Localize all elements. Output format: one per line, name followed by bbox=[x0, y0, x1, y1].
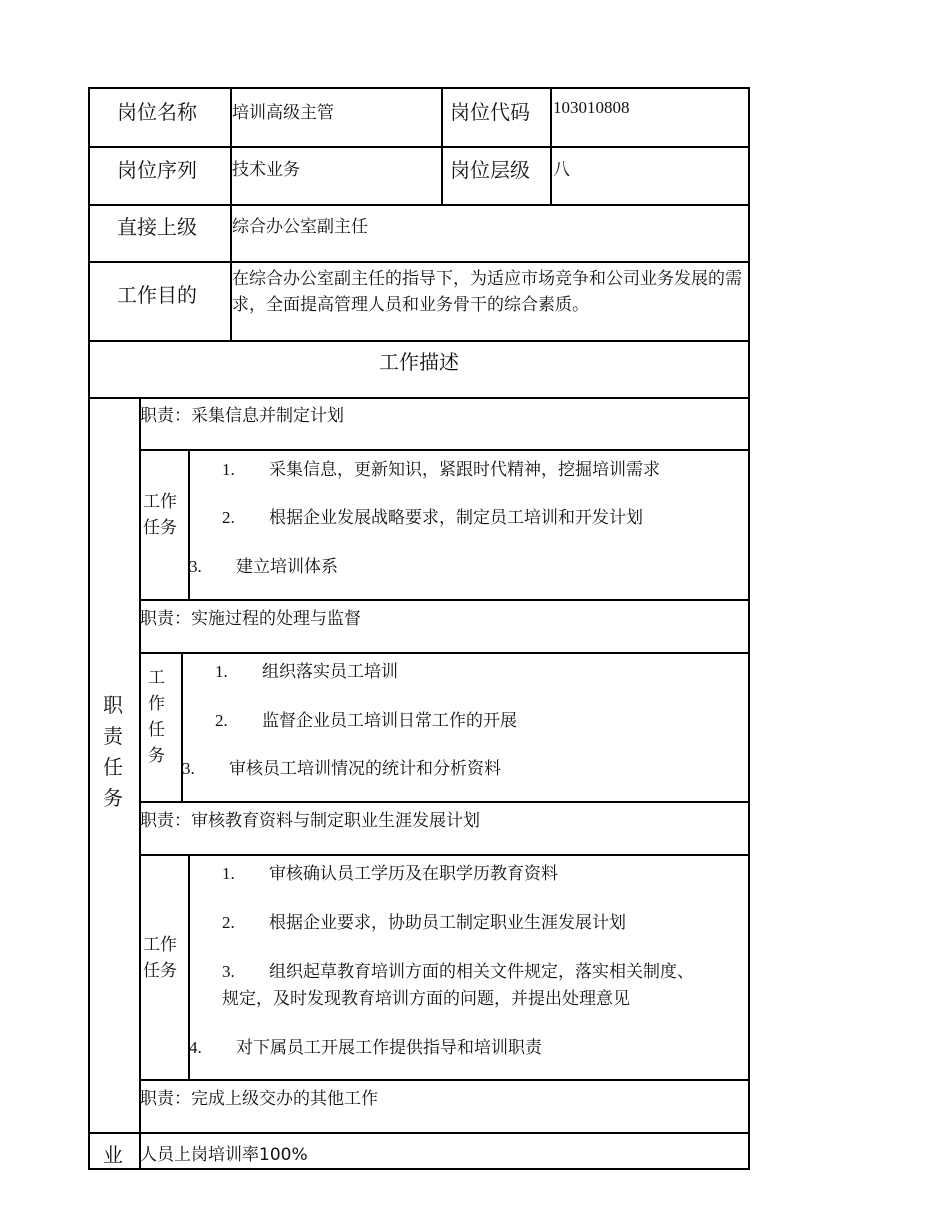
task-item bbox=[222, 859, 558, 884]
task-number: 3. bbox=[182, 759, 195, 778]
position-series-label: 岗位序列 bbox=[117, 158, 197, 182]
task-item bbox=[189, 1033, 542, 1058]
task-text: 建立培训体系 bbox=[236, 557, 338, 577]
task-number: 3. bbox=[222, 962, 235, 981]
task-text: 根据企业发展战略要求，制定员工培训和开发计划 bbox=[269, 508, 643, 528]
task-label: 工作任务 bbox=[143, 935, 177, 981]
task-label: 工作任务 bbox=[148, 668, 165, 766]
task-text: 根据企业要求，协助员工制定职业生涯发展计划 bbox=[269, 913, 626, 933]
task-text: 组织起草教育培训方面的相关文件规定，落实相关制度、 bbox=[269, 962, 694, 982]
position-level-label: 岗位层级 bbox=[450, 158, 530, 182]
task-item bbox=[215, 706, 517, 731]
task-number: 3. bbox=[189, 557, 202, 576]
task-number: 1. bbox=[222, 864, 235, 883]
task-item bbox=[215, 657, 398, 682]
duty-title: 职责：采集信息并制定计划 bbox=[140, 406, 344, 426]
position-name-label: 岗位名称 bbox=[117, 100, 197, 124]
task-number: 1. bbox=[222, 460, 235, 479]
task-item bbox=[222, 455, 660, 480]
task-text: 审核确认员工学历及在职学历教育资料 bbox=[269, 864, 558, 884]
duties-label: 职责任务 bbox=[103, 693, 123, 810]
task-number: 2. bbox=[215, 711, 228, 730]
duty-title: 职责：实施过程的处理与监督 bbox=[140, 609, 361, 629]
task-number: 2. bbox=[222, 508, 235, 527]
task-number: 2. bbox=[222, 913, 235, 932]
task-number: 1. bbox=[215, 662, 228, 681]
duty-title: 职责：审核教育资料与制定职业生涯发展计划 bbox=[140, 811, 480, 831]
position-code-value: 103010808 bbox=[553, 98, 630, 117]
supervisor-label: 直接上级 bbox=[117, 215, 197, 239]
position-level-value: 八 bbox=[553, 160, 570, 180]
purpose-label: 工作目的 bbox=[117, 283, 197, 307]
position-code-label: 岗位代码 bbox=[450, 100, 530, 124]
task-item bbox=[182, 754, 501, 779]
task-text: 监督企业员工培训日常工作的开展 bbox=[262, 711, 517, 731]
performance-label: 业 bbox=[103, 1143, 123, 1167]
task-text: 对下属员工开展工作提供指导和培训职责 bbox=[236, 1038, 542, 1058]
purpose-value: 在综合办公室副主任的指导下，为适应市场竞争和公司业务发展的需求，全面提高管理人员和业务骨干的综合素质。 bbox=[232, 269, 742, 315]
task-item bbox=[222, 957, 694, 982]
task-text: 审核员工培训情况的统计和分析资料 bbox=[229, 759, 501, 779]
position-name-value: 培训高级主管 bbox=[232, 103, 334, 123]
supervisor-value: 综合办公室副主任 bbox=[232, 217, 368, 237]
duty-title: 职责：完成上级交办的其他工作 bbox=[140, 1089, 378, 1109]
task-item bbox=[222, 503, 643, 528]
task-item-continuation: 规定，及时发现教育培训方面的问题，并提出处理意见 bbox=[222, 989, 630, 1009]
position-series-value: 技术业务 bbox=[232, 160, 300, 180]
task-item bbox=[222, 908, 626, 933]
task-text: 采集信息，更新知识，紧跟时代精神，挖掘培训需求 bbox=[269, 460, 660, 480]
description-title: 工作描述 bbox=[379, 350, 459, 374]
performance-item: 人员上岗培训率100% bbox=[140, 1145, 308, 1165]
task-item bbox=[189, 552, 338, 577]
task-number: 4. bbox=[189, 1038, 202, 1057]
task-text: 组织落实员工培训 bbox=[262, 662, 398, 682]
task-label: 工作任务 bbox=[143, 492, 177, 538]
